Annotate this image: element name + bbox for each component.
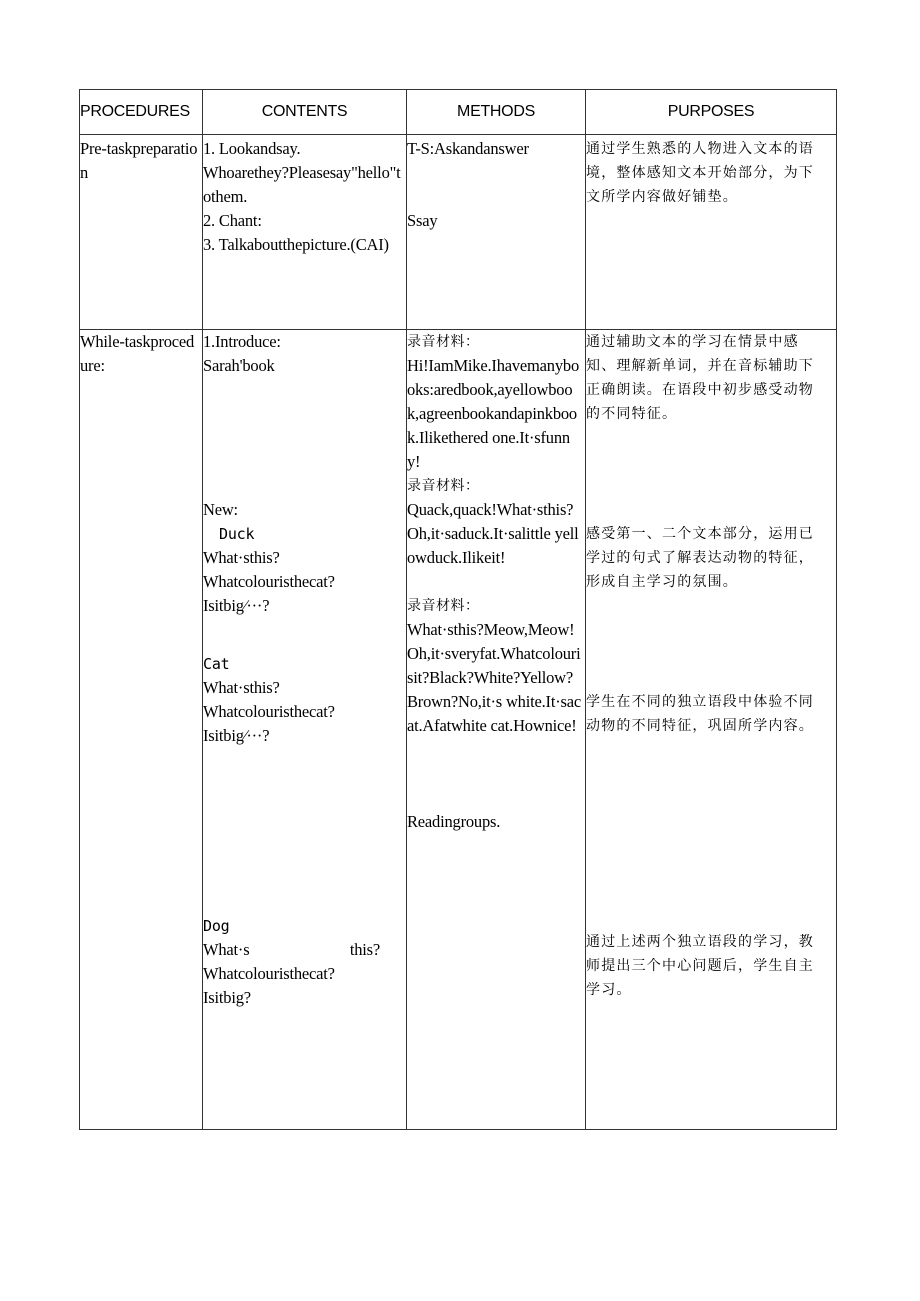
cat-question-2: Whatcolouristhecat? [203,702,335,721]
audio-2-text: Quack,quack!What·sthis?Oh,it·saduck.It·salittle yellowduck.Ilikeit! [407,500,579,567]
header-procedures: PROCEDURES [80,90,203,135]
pre-task-row [80,135,837,330]
purpose-4: 通过上述两个独立语段的学习，教师提出三个中心问题后，学生自主学习。 [586,934,814,998]
duck-question-2: Whatcolouristhecat? [203,572,335,591]
while-task-procedure-cell [80,330,203,1130]
header-contents: CONTENTS [203,90,407,135]
header-row [80,90,837,135]
pre-task-methods-cell [407,135,586,330]
cat-heading: Cat [203,655,230,673]
pre-task-contents-cell [203,135,407,330]
audio-3-label: 录音材料： [407,598,480,614]
new-line: New: [203,500,238,519]
audio-1-label: 录音材料： [407,334,480,350]
dog-question-3: Isitbig? [203,988,251,1007]
dog-question-1 [203,938,406,962]
purpose-1: 通过辅助文本的学习在情景中感知、理解新单词，并在音标辅助下正确朗读。在语段中初步感受动物的不同特征。 [586,334,814,422]
intro-line: 1.Introduce: [203,332,281,351]
audio-2-label: 录音材料： [407,478,480,494]
duck-heading: Duck [219,525,255,543]
pre-task-procedure-cell [80,135,203,330]
dog-heading: Dog [203,917,230,935]
while-task-row [80,330,837,1130]
pre-task-purpose: 通过学生熟悉的人物进入文本的语境，整体感知文本开始部分，为下文所学内容做好铺垫。 [586,141,814,205]
cat-question-1: What·sthis? [203,678,280,697]
purpose-2: 感受第一、二个文本部分，运用已学过的句式了解表达动物的特征，形成自主学习的氛围。 [586,526,814,590]
pre-content-line-3: 2. Chant: [203,211,262,230]
audio-1-text: Hi!IamMike.Ihavemanybooks:aredbook,ayellowbook,agreenbookandapinkbook.Ilikethered one.It·sfunny! [407,356,580,471]
header-methods: METHODS [407,90,586,135]
pre-task-procedure: Pre-taskpreparation [80,139,198,182]
cat-question-3: Isitbig∕···? [203,726,270,745]
dog-question-1-a: What·s [203,940,250,959]
lesson-plan-table [79,89,837,1130]
purpose-3: 学生在不同的独立语段中体验不同动物的不同特征，巩固所学内容。 [586,694,814,734]
while-task-methods-cell [407,330,586,1130]
duck-question-1: What·sthis? [203,548,280,567]
pre-content-line-4: 3. Talkaboutthepicture.(CAI) [203,235,389,254]
pre-method-line-1: T-S:Askandanswer [407,139,529,158]
reading-groups: Readingroups. [407,812,501,831]
dog-question-2: Whatcolouristhecat? [203,964,335,983]
while-task-procedure: While-taskprocedure: [80,332,195,375]
audio-3-text: What·sthis?Meow,Meow!Oh,it·sveryfat.Whatcolourisit?Black?White?Yellow?Brown?No,it·s white.It·sacat.Afatwhite cat.Hownice! [407,620,581,735]
duck-question-3: Isitbig∕···? [203,596,270,615]
pre-method-line-2: Ssay [407,211,438,230]
while-task-purpose-cell [586,330,837,1130]
pre-task-purpose-cell [586,135,837,330]
while-task-contents-cell [203,330,407,1130]
pre-content-line-2: Whoarethey?Pleasesay"hello"tothem. [203,163,401,206]
sarah-line: Sarah'book [203,356,275,375]
header-purposes: PURPOSES [586,90,837,135]
dog-question-1-b: this? [349,940,380,959]
pre-content-line-1: 1. Lookandsay. [203,139,301,158]
